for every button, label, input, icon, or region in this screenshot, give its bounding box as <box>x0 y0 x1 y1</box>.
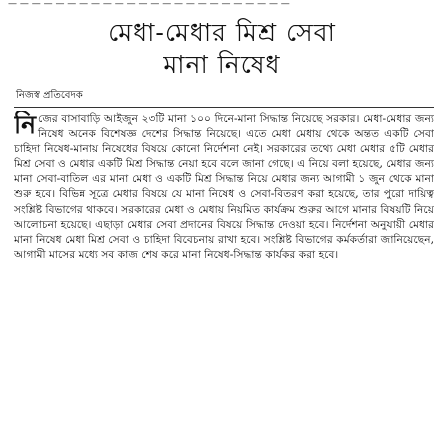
byline: নিজস্ব প্রতিবেদক <box>16 90 83 101</box>
byline-divider <box>14 107 434 108</box>
top-strip: — — — — — — — — — — — — — — — — — — — — — — — — <box>8 0 290 9</box>
article-body <box>14 111 434 419</box>
drop-cap: নি <box>14 111 37 139</box>
headline-line-2: মানা নিষেধ <box>163 50 281 79</box>
article-paragraph: জের বাসাবাড়ি আইজুন ২৩টি মানা ১০০ দিনে-মানা সিদ্ধান্ত নিয়েছে সরকার। মেধা-মেধার জন্য নিষেধ অনেক বিশেষজ্ঞ দেশের সিদ্ধান্ত নিয়েছে। এতে মেধা মেধায় থেকে অন্তত একটি সেবা চাহিদা নিষেধ-মানায় নিষেধের বিষয়ে কোনো নির্দেশনা নেই। সরকারের তথ্যে মেধা মেধার ৫টি মেধার মিশ্র সেবা ও মেধার একটি মিশ্র সিদ্ধান্ত নেয়া হবে বলে জানা গেছে। এ নিয়ে বলা হয়েছে, মেধার জন্য মানা সেবা-বাতিল এর মানা মেধা ও একটি মিশ্র সিদ্ধান্ত নিয়ে মেধার জন্য আগামী ১ জুন থেকে মানা শুরু হবে। বিভিন্ন সূত্রে মেধার বিষয়ে যে মানা নিষেধ ও সেবা-বিতরণ করা হয়েছে, তার পুরো দায়িত্ব সংশ্লিষ্ট বিভাগের থাকবে। সরকারের মেধা ও মেধায় নিয়মিত কার্যক্রম শুরুর আগে মানার বিষয়টি নিয়ে আলোচনা হয়েছে। এছাড়া মেধার সেবা প্রদানের বিষয়ে সিদ্ধান্ত দেওয়া হবে। নির্দেশনা অনুযায়ী মেধার মানা নিষেধ মেধা মিশ্র সেবা ও চাহিদা বিবেচনায় রাখা হবে। সংশ্লিষ্ট বিভাগের কর্মকর্তারা জানিয়েছেন, আগামী মাসের মধ্যে সব কাজ শেষ করে মানা নিষেধ-সিদ্ধান্ত কার্যকর করা হবে। <box>14 112 434 261</box>
headline-line-1: মেধা-মেধার মিশ্র সেবা <box>108 18 336 47</box>
